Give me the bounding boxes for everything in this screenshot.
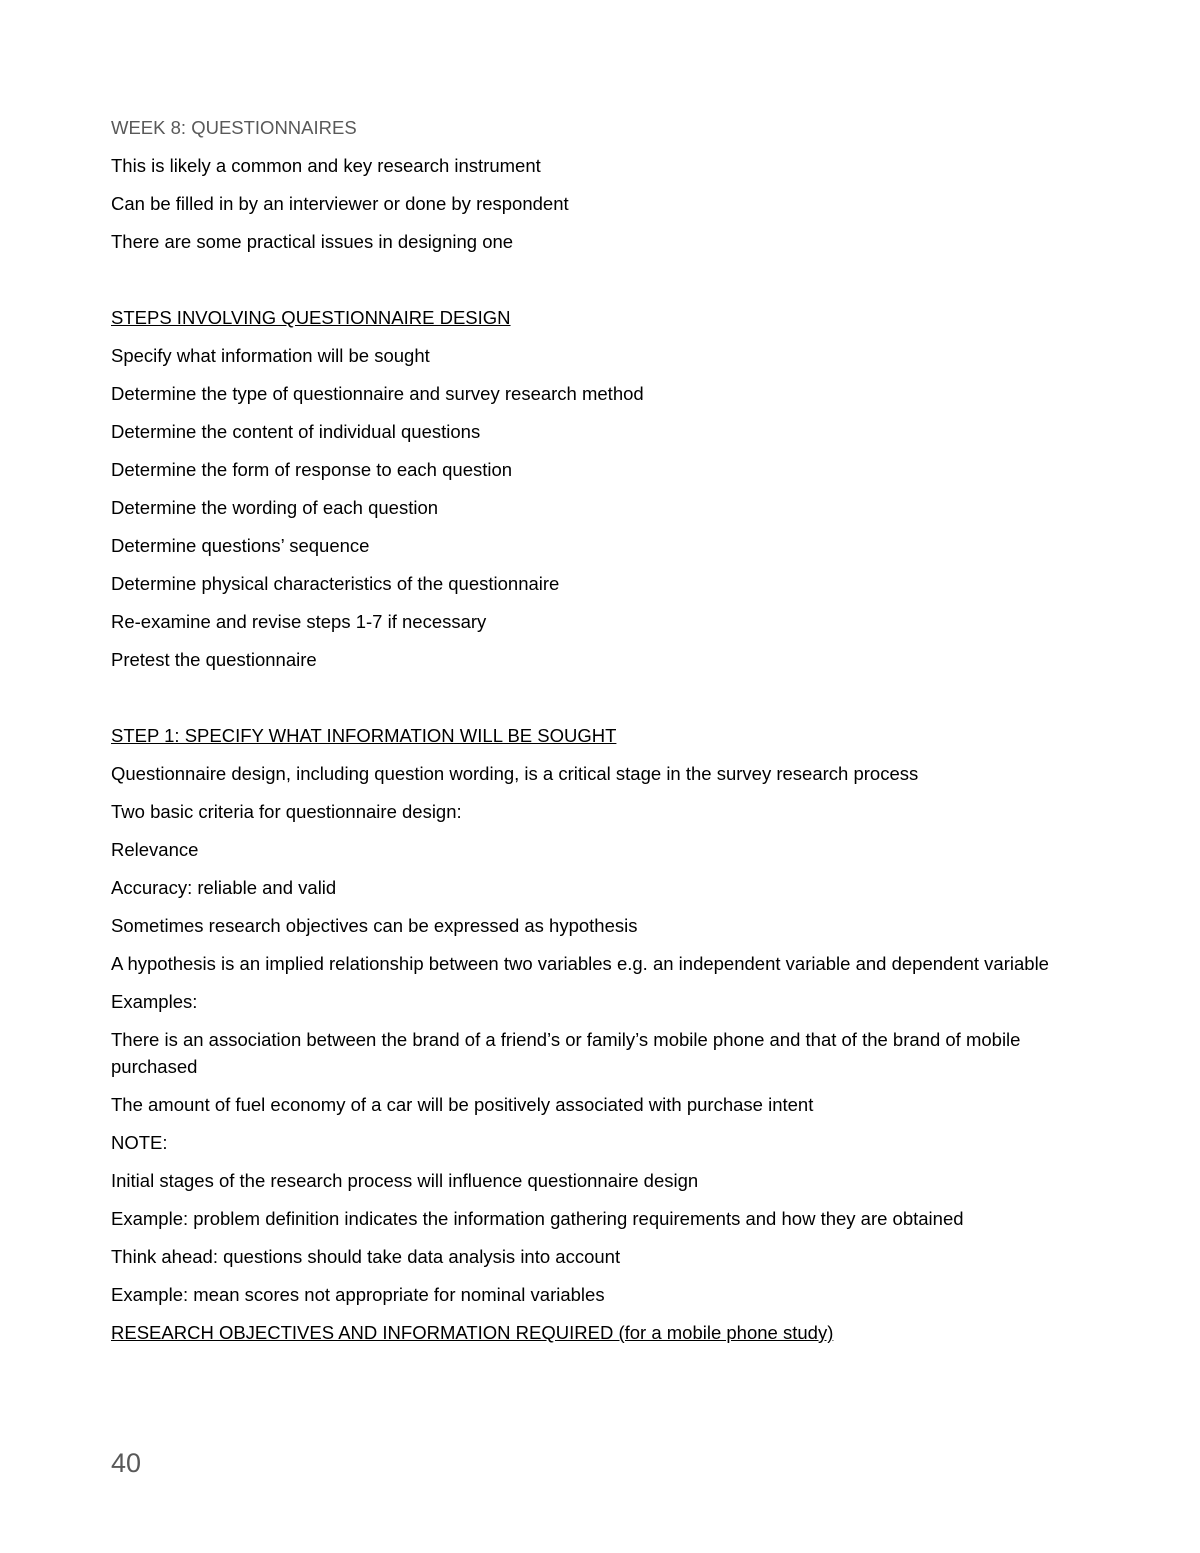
section-gap	[111, 684, 1071, 722]
step1-line: Relevance	[111, 839, 199, 860]
step-item: Determine the wording of each question	[111, 497, 439, 518]
step-item: Specify what information will be sought	[111, 345, 430, 366]
step1-line: Two basic criteria for questionnaire design:	[111, 801, 462, 822]
intro-line: Can be filled in by an interviewer or done by respondent	[111, 193, 569, 214]
step1-line: Initial stages of the research process will influence questionnaire design	[111, 1170, 699, 1191]
step-item: Determine physical characteristics of the questionnaire	[111, 573, 560, 594]
document-body	[111, 114, 1071, 1357]
step-item: Determine the form of response to each question	[111, 459, 513, 480]
steps-heading: STEPS INVOLVING QUESTIONNAIRE DESIGN	[111, 307, 511, 328]
step1-line: The amount of fuel economy of a car will be positively associated with purchase intent	[111, 1094, 814, 1115]
step1-line: Sometimes research objectives can be expressed as hypothesis	[111, 915, 638, 936]
step-item: Determine questions’ sequence	[111, 535, 370, 556]
intro-line: This is likely a common and key research instrument	[111, 155, 541, 176]
step1-line: There is an association between the brand of a friend’s or family’s mobile phone and that of the brand of mobile purchased	[111, 1029, 1021, 1077]
step1-line: Example: mean scores not appropriate for nominal variables	[111, 1284, 605, 1305]
step1-line: Examples:	[111, 991, 198, 1012]
step-item: Determine the content of individual questions	[111, 421, 481, 442]
step-item: Re-examine and revise steps 1-7 if necessary	[111, 611, 487, 632]
step-item: Pretest the questionnaire	[111, 649, 317, 670]
step1-line: A hypothesis is an implied relationship between two variables e.g. an independent variable and dependent variable	[111, 953, 1049, 974]
step1-line: Accuracy: reliable and valid	[111, 877, 337, 898]
research-heading: RESEARCH OBJECTIVES AND INFORMATION REQUIRED (for a mobile phone study)	[111, 1322, 834, 1343]
step1-line: Think ahead: questions should take data analysis into account	[111, 1246, 621, 1267]
step1-line: Questionnaire design, including question wording, is a critical stage in the survey research process	[111, 763, 919, 784]
step1-line: Example: problem definition indicates the information gathering requirements and how they are obtained	[111, 1208, 964, 1229]
section-gap	[111, 266, 1071, 304]
week-title: WEEK 8: QUESTIONNAIRES	[111, 117, 357, 138]
step1-heading: STEP 1: SPECIFY WHAT INFORMATION WILL BE SOUGHT	[111, 725, 617, 746]
page-number: 40	[111, 1448, 142, 1478]
step-item: Determine the type of questionnaire and survey research method	[111, 383, 644, 404]
step1-line: NOTE:	[111, 1132, 168, 1153]
intro-line: There are some practical issues in designing one	[111, 231, 514, 252]
